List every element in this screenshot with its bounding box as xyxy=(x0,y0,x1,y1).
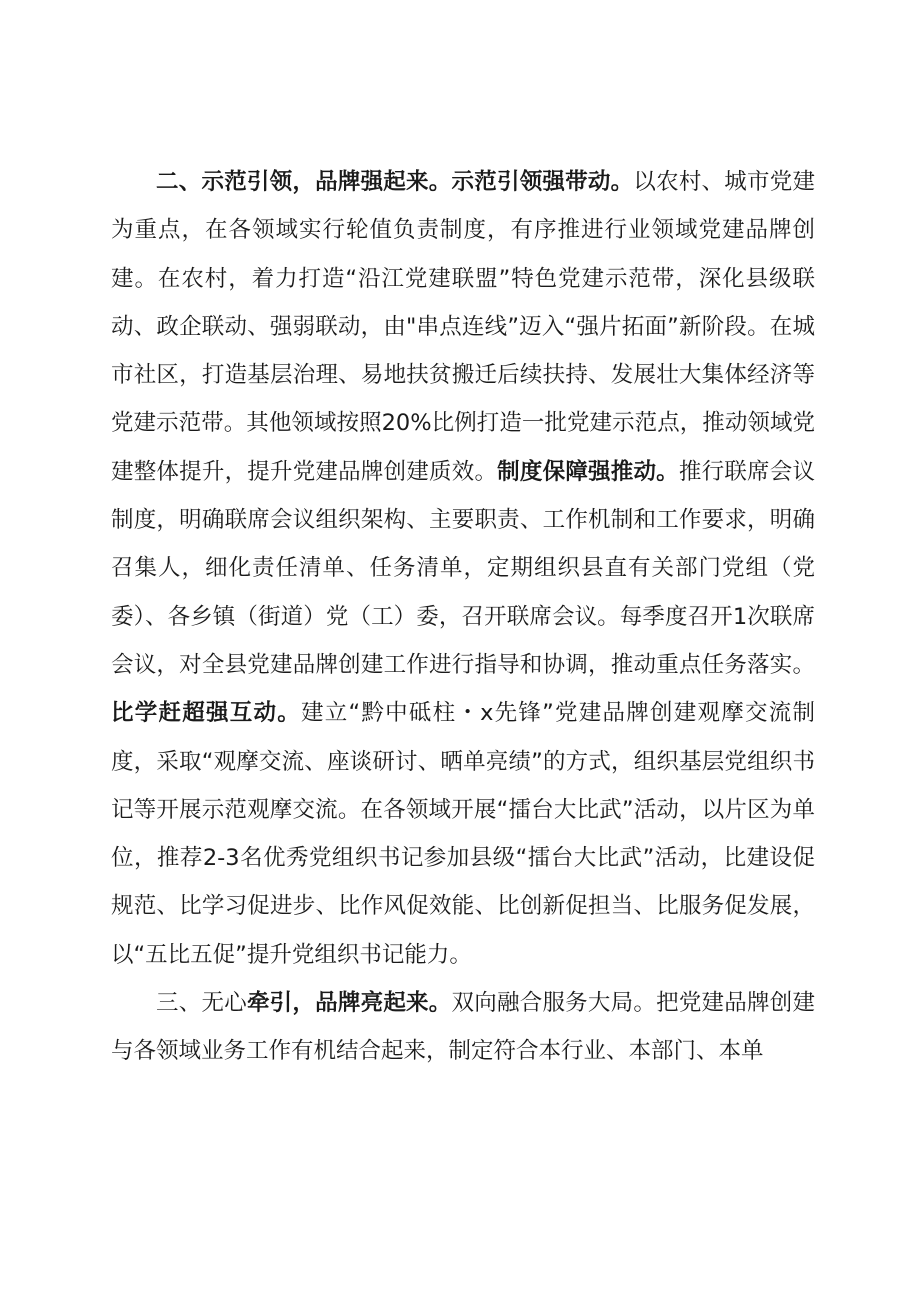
section-two-heading: 二、示范引领，品牌强起来。示范引领强带动。 xyxy=(156,169,634,195)
section-two-text-3: 建立“黔中砥柱・x先锋”党建品牌创建观摩交流制度，采取“观摩交流、座谈研讨、晒单亮绩”的方式，组织基层党组织书记等开展示范观摩交流。在各领域开展“擂台大比武”活动，以片区为单位，推荐2-3名优秀党组织书记参加县级“擂台大比武”活动，比建设促规范、比学习促进步、比作风促效能、比创新促担当、比服务促发展，以“五比五促”提升党组织书记能力。 xyxy=(111,700,815,968)
document-body xyxy=(111,158,815,1076)
paragraph-section-two xyxy=(111,158,815,979)
paragraph-section-three xyxy=(111,979,815,1076)
section-two-text-1: 以农村、城市党建为重点，在各领域实行轮值负责制度，有序推进行业领域党建品牌创建。在农村，着力打造“沿江党建联盟”特色党建示范带，深化县级联动、政企联动、强弱联动，由"串点连线”迈入“强片拓面”新阶段。在城市社区，打造基层治理、易地扶贫搬迁后续扶持、发展壮大集体经济等党建示范带。其他领域按照20%比例打造一批党建示范点，推动领域党建整体提升，提升党建品牌创建质效。 xyxy=(111,169,815,485)
subheading-competition: 比学赶超强互动。 xyxy=(111,700,301,727)
section-three-heading: 牵引，品牌亮起来。 xyxy=(246,990,452,1017)
subheading-system-guarantee: 制度保障强推动。 xyxy=(497,458,679,485)
section-three-heading-prefix: 三、无心 xyxy=(156,990,247,1017)
section-three-text: 双向融合服务大局。把党建品牌创建与各领域业务工作有机结合起来，制定符合本行业、本部门、本单 xyxy=(111,990,815,1065)
section-two-text-2: 推行联席会议制度，明确联席会议组织架构、主要职责、工作机制和工作要求，明确召集人，细化责任清单、任务清单，定期组织县直有关部门党组（党委）、各乡镇（街道）党（工）委，召开联席会议。每季度召开1次联席会议，对全县党建品牌创建工作进行指导和协调，推动重点任务落实。 xyxy=(111,458,815,678)
